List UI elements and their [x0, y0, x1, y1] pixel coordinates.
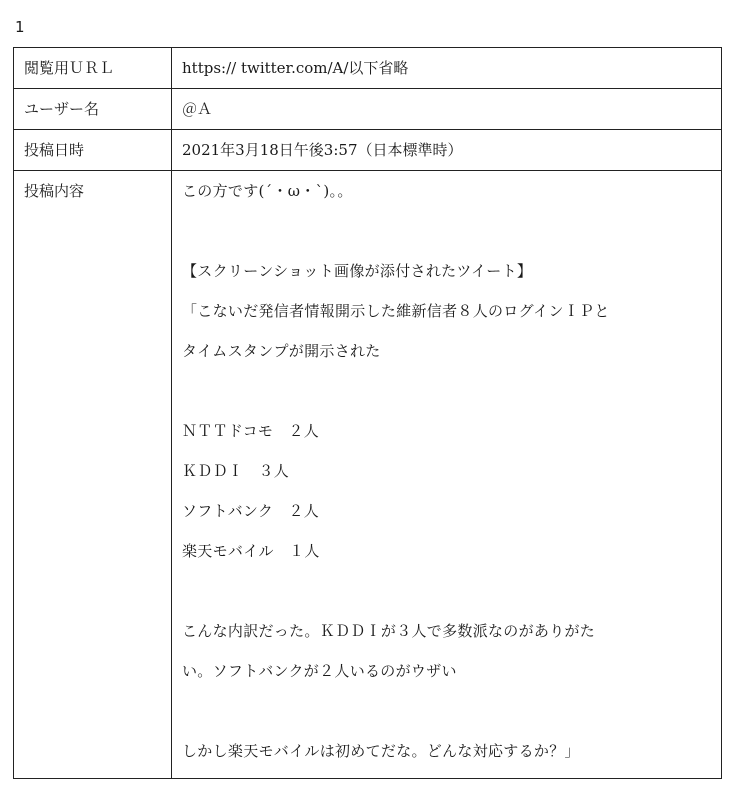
posted-at-row [14, 130, 722, 171]
content-line: ソフトバンク ２人 [182, 502, 320, 520]
content-line: い。ソフトバンクが２人いるのがウザい [182, 662, 457, 680]
content-line: しかし楽天モバイルは初めてだな。どんな対応するか？」 [182, 742, 580, 760]
content-line [182, 578, 711, 618]
content-line [182, 378, 711, 418]
content-line [182, 698, 711, 738]
url-row [14, 48, 722, 89]
username-label: ユーザー名 [14, 89, 172, 130]
content-line: ＮＴＴドコモ ２人 [182, 422, 320, 440]
content-row [14, 171, 722, 779]
content-value [172, 171, 722, 779]
username-row [14, 89, 722, 130]
url-label: 閲覧用ＵＲＬ [14, 48, 172, 89]
posted-at-value: 2021年3月18日午後3:57（日本標準時） [172, 130, 722, 171]
content-label-text: 投稿内容 [24, 182, 85, 200]
content-line: 楽天モバイル １人 [182, 542, 320, 560]
username-value: ＠Ａ [172, 89, 722, 130]
content-line: 「こないだ発信者情報開示した維新信者８人のログインＩＰと [182, 302, 610, 320]
content-line: 【スクリーンショット画像が添付されたツイート】 [182, 262, 533, 280]
content-line: この方です(´・ω・`)。。 [182, 182, 353, 200]
content-line: こんな内訳だった。ＫＤＤＩが３人で多数派なのがありがた [182, 622, 596, 640]
content-line [182, 218, 711, 258]
content-line: ＫＤＤＩ ３人 [182, 462, 290, 480]
content-line: タイムスタンプが開示された [182, 342, 381, 360]
page-number: 1 [15, 18, 25, 36]
content-label [14, 171, 172, 779]
content-lines [182, 171, 711, 778]
posted-at-label: 投稿日時 [14, 130, 172, 171]
url-value: https:// twitter.com/A/以下省略 [172, 48, 722, 89]
post-record-table [13, 47, 722, 779]
